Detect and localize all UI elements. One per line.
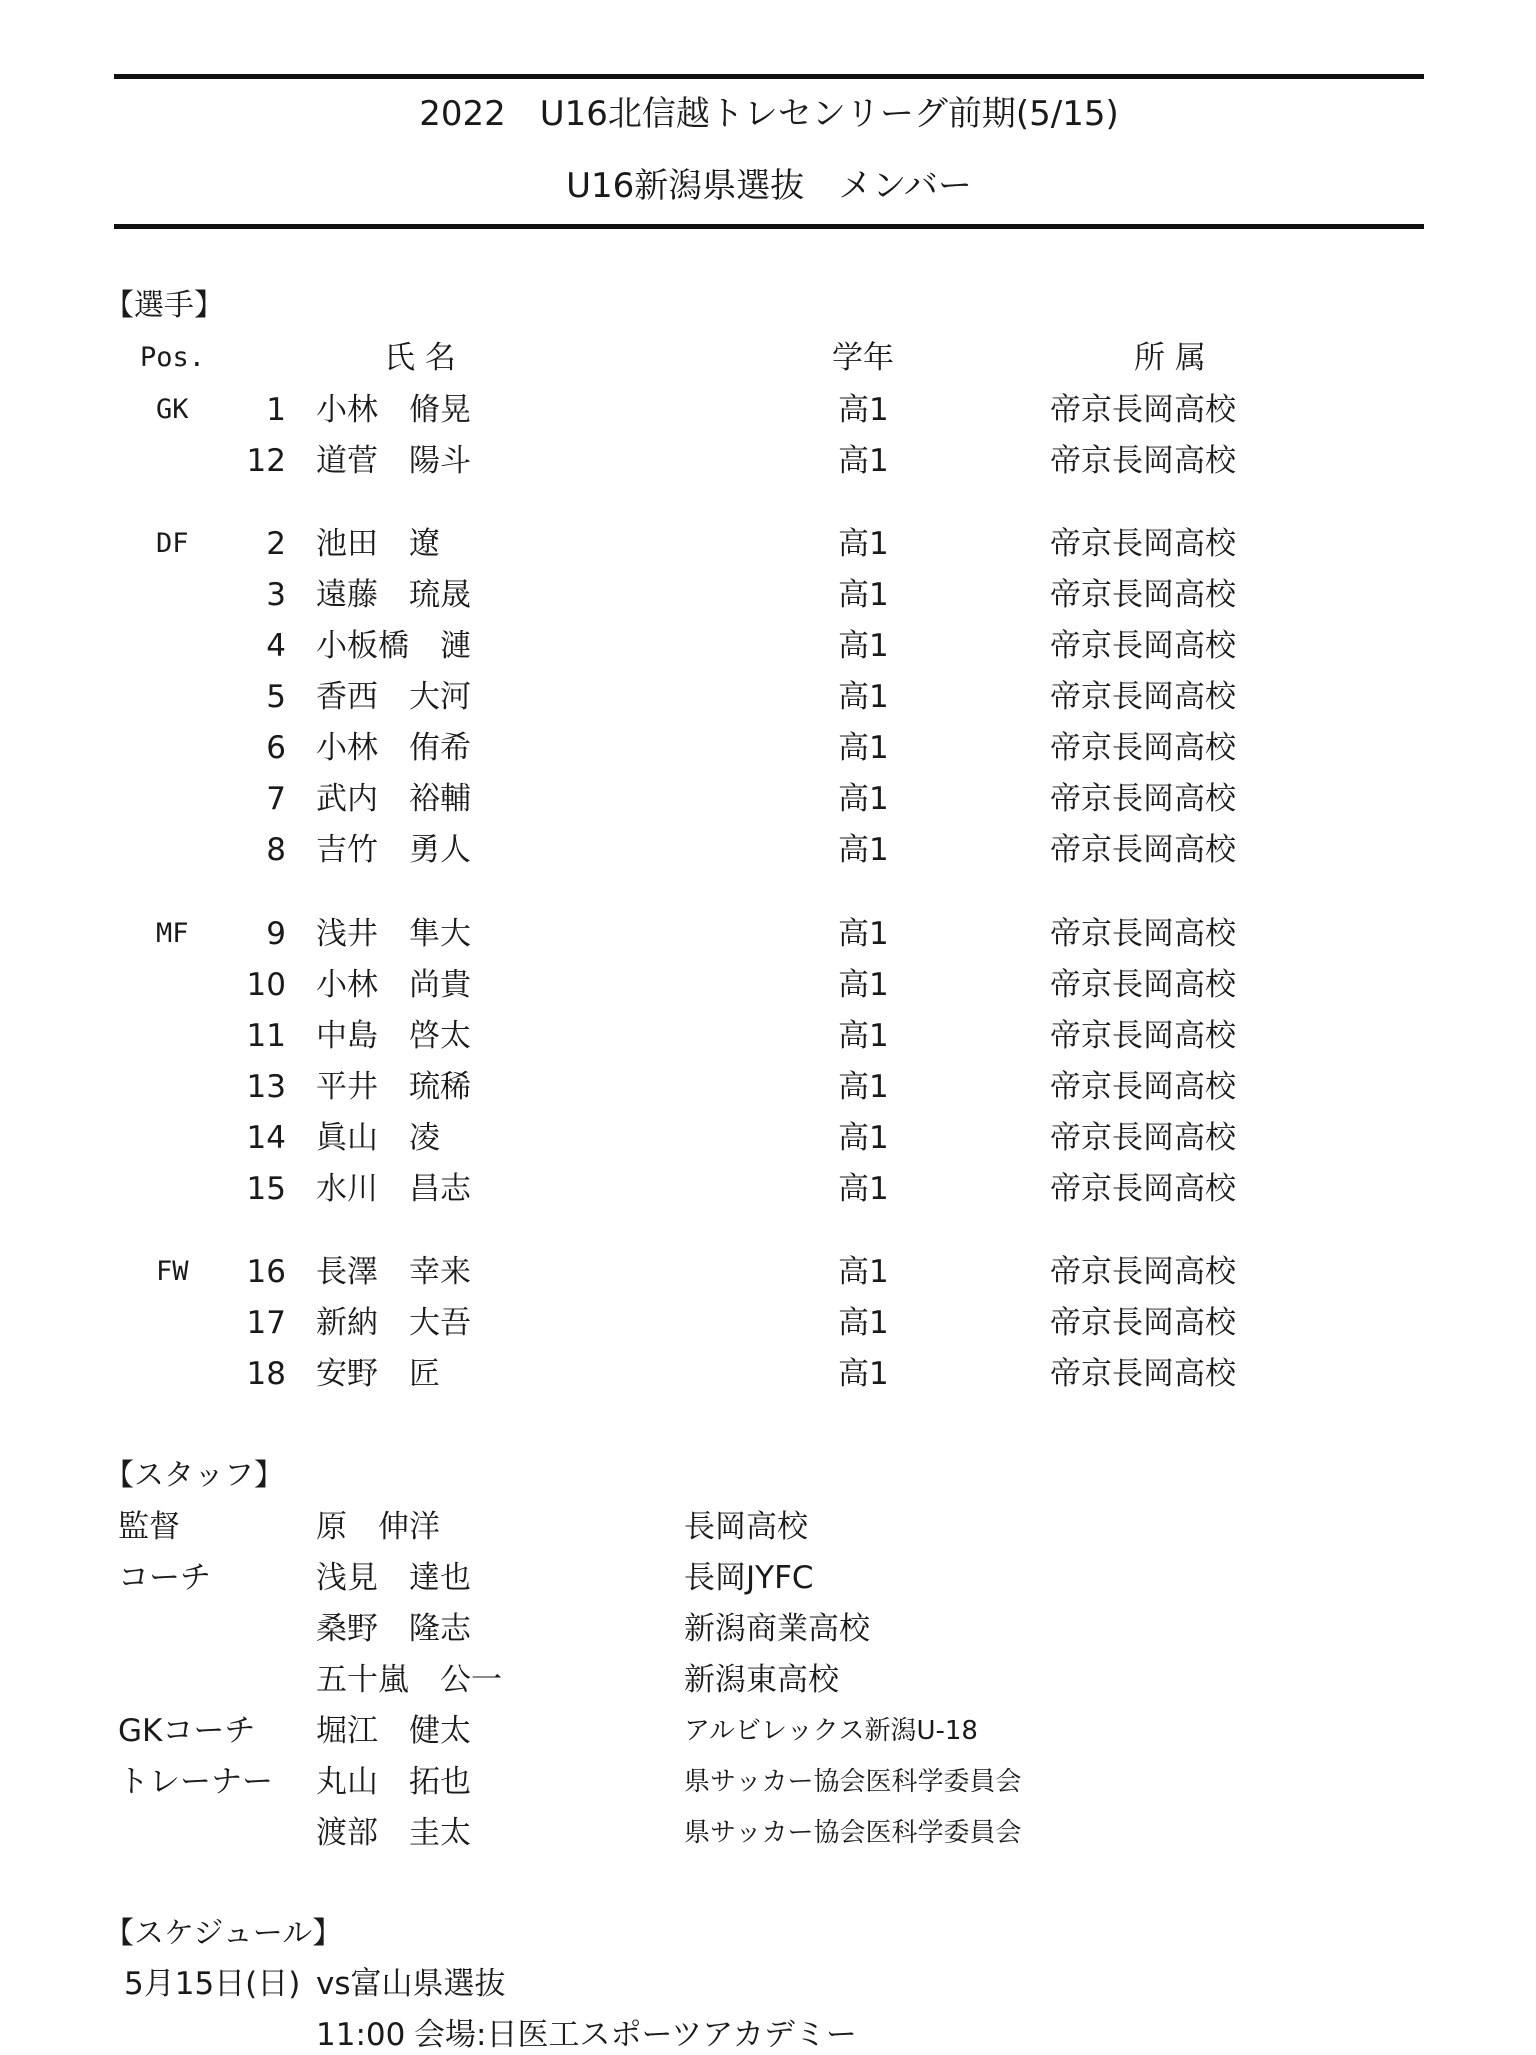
player-number: 16: [246, 1254, 286, 1290]
player-name: 長澤 幸来: [316, 1254, 471, 1290]
player-grade: 高1: [838, 1120, 889, 1156]
player-number: 12: [246, 443, 286, 479]
player-grade: 高1: [838, 967, 889, 1003]
staff-affiliation: 長岡高校: [684, 1509, 808, 1545]
col-header-name: 氏 名: [384, 340, 456, 376]
col-header-pos: Pos.: [140, 342, 206, 373]
player-team: 帝京長岡高校: [1050, 1171, 1236, 1207]
staff-name: 堀江 健太: [316, 1713, 471, 1749]
player-name: 池田 遼: [316, 526, 440, 562]
player-name: 吉竹 勇人: [316, 832, 471, 868]
player-team: 帝京長岡高校: [1050, 1018, 1236, 1054]
player-team: 帝京長岡高校: [1050, 730, 1236, 766]
player-grade: 高1: [838, 781, 889, 817]
player-number: 10: [246, 967, 286, 1003]
position-label: GK: [156, 394, 189, 425]
staff-role: GKコーチ: [118, 1713, 256, 1749]
player-grade: 高1: [838, 730, 889, 766]
document-title: 2022 U16北信越トレセンリーグ前期(5/15): [419, 94, 1119, 134]
player-team: 帝京長岡高校: [1050, 832, 1236, 868]
player-grade: 高1: [838, 1069, 889, 1105]
player-number: 9: [266, 916, 286, 952]
player-number: 2: [266, 526, 286, 562]
player-team: 帝京長岡高校: [1050, 967, 1236, 1003]
player-team: 帝京長岡高校: [1050, 1356, 1236, 1392]
player-name: 小林 尚貴: [316, 967, 471, 1003]
player-name: 新納 大吾: [316, 1305, 471, 1341]
position-label: DF: [156, 528, 189, 559]
staff-role: 監督: [118, 1509, 180, 1545]
player-name: 小板橋 漣: [316, 628, 471, 664]
player-team: 帝京長岡高校: [1050, 577, 1236, 613]
staff-affiliation: 県サッカー協会医科学委員会: [684, 1767, 1022, 1797]
player-team: 帝京長岡高校: [1050, 392, 1236, 428]
player-number: 4: [266, 628, 286, 664]
staff-affiliation: 長岡JYFC: [684, 1560, 814, 1596]
position-label: FW: [156, 1256, 189, 1287]
document-subtitle: U16新潟県選抜 メンバー: [566, 166, 972, 206]
staff-affiliation: 県サッカー協会医科学委員会: [684, 1818, 1022, 1848]
player-name: 安野 匠: [316, 1356, 440, 1392]
player-name: 眞山 凌: [316, 1120, 440, 1156]
player-team: 帝京長岡高校: [1050, 679, 1236, 715]
player-grade: 高1: [838, 526, 889, 562]
player-grade: 高1: [838, 1305, 889, 1341]
player-team: 帝京長岡高校: [1050, 1305, 1236, 1341]
staff-affiliation: 新潟東高校: [684, 1662, 839, 1698]
player-number: 11: [246, 1018, 286, 1054]
player-grade: 高1: [838, 628, 889, 664]
player-number: 17: [246, 1305, 286, 1341]
player-team: 帝京長岡高校: [1050, 916, 1236, 952]
player-team: 帝京長岡高校: [1050, 443, 1236, 479]
staff-name: 桑野 隆志: [316, 1611, 471, 1647]
schedule-match: vs富山県選抜: [316, 1966, 506, 2002]
bottom-rule: [114, 224, 1424, 229]
player-name: 平井 琉稀: [316, 1069, 471, 1105]
player-grade: 高1: [838, 1171, 889, 1207]
player-grade: 高1: [838, 832, 889, 868]
player-number: 18: [246, 1356, 286, 1392]
player-grade: 高1: [838, 392, 889, 428]
player-name: 水川 昌志: [316, 1171, 471, 1207]
staff-role: コーチ: [118, 1560, 211, 1596]
player-name: 小林 侑希: [316, 730, 471, 766]
schedule-time: 11:00: [316, 2017, 406, 2053]
position-label: MF: [156, 918, 189, 949]
player-name: 武内 裕輔: [316, 781, 471, 817]
player-team: 帝京長岡高校: [1050, 628, 1236, 664]
player-name: 小林 脩晃: [316, 392, 471, 428]
players-heading: 【選手】: [104, 288, 224, 323]
player-grade: 高1: [838, 1018, 889, 1054]
player-team: 帝京長岡高校: [1050, 526, 1236, 562]
player-team: 帝京長岡高校: [1050, 781, 1236, 817]
schedule-date: 5月15日(日): [124, 1966, 301, 2002]
staff-name: 五十嵐 公一: [316, 1662, 502, 1698]
player-number: 1: [266, 392, 286, 428]
schedule-venue: 会場:日医工スポーツアカデミー: [414, 2017, 857, 2053]
col-header-grade: 学年: [832, 340, 894, 376]
staff-name: 渡部 圭太: [316, 1815, 471, 1851]
player-number: 7: [266, 781, 286, 817]
staff-affiliation: 新潟商業高校: [684, 1611, 870, 1647]
player-name: 浅井 隼大: [316, 916, 471, 952]
player-name: 中島 啓太: [316, 1018, 471, 1054]
player-number: 5: [266, 679, 286, 715]
player-number: 6: [266, 730, 286, 766]
player-grade: 高1: [838, 443, 889, 479]
staff-name: 丸山 拓也: [316, 1764, 471, 1800]
player-grade: 高1: [838, 679, 889, 715]
player-team: 帝京長岡高校: [1050, 1254, 1236, 1290]
player-team: 帝京長岡高校: [1050, 1069, 1236, 1105]
player-number: 3: [266, 577, 286, 613]
staff-name: 原 伸洋: [316, 1509, 440, 1545]
staff-affiliation: アルビレックス新潟U-18: [684, 1716, 978, 1746]
staff-role: トレーナー: [118, 1764, 273, 1800]
player-name: 道菅 陽斗: [316, 443, 471, 479]
player-grade: 高1: [838, 1254, 889, 1290]
staff-heading: 【スタッフ】: [104, 1458, 284, 1493]
player-number: 15: [246, 1171, 286, 1207]
player-team: 帝京長岡高校: [1050, 1120, 1236, 1156]
player-grade: 高1: [838, 577, 889, 613]
player-grade: 高1: [838, 916, 889, 952]
player-name: 香西 大河: [316, 679, 471, 715]
player-number: 8: [266, 832, 286, 868]
player-grade: 高1: [838, 1356, 889, 1392]
col-header-team: 所 属: [1134, 340, 1206, 376]
player-name: 遠藤 琉晟: [316, 577, 471, 613]
player-number: 13: [246, 1069, 286, 1105]
staff-name: 浅見 達也: [316, 1560, 471, 1596]
schedule-heading: 【スケジュール】: [104, 1916, 343, 1951]
top-rule: [114, 74, 1424, 79]
player-number: 14: [246, 1120, 286, 1156]
